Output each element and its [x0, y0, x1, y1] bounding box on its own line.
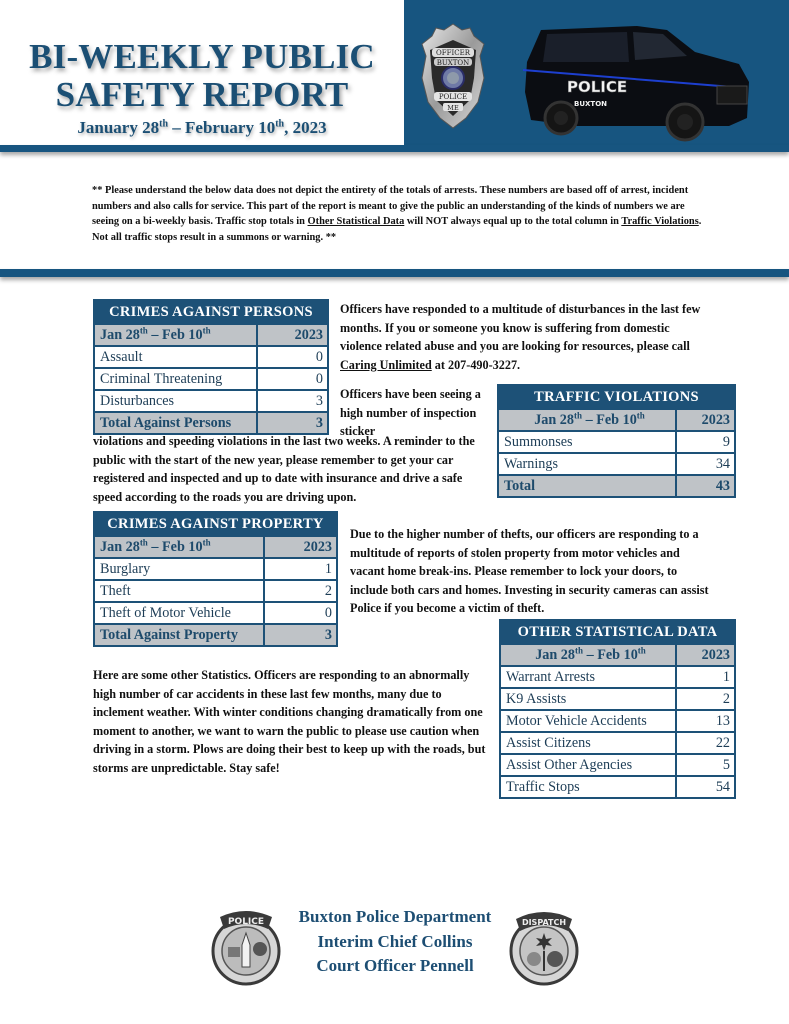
theft-paragraph: Due to the higher number of thefts, our officers are responding to a multitude of reports of stolen property from motor vehicles and vacant home break-ins. Please remember to lock your doors, to include both cars and homes. Investing in security cameras can assist Police if you become a victim of theft. — [350, 527, 709, 616]
domestic-violence-paragraph — [340, 300, 710, 374]
row-label: Burglary — [95, 559, 265, 579]
report-date-range — [0, 118, 404, 138]
table-title: CRIMES AGAINST PERSONS — [95, 301, 327, 323]
badge-text-officer: OFFICER — [436, 49, 470, 57]
table-row — [501, 753, 734, 775]
row-label: Traffic Stops — [501, 777, 677, 797]
table-row — [501, 687, 734, 709]
disclaimer-text-1: ** Please understand the below data does not depict the entirety of the totals of arrests. These numbers are based off of arrest, incident numbers and also calls for service. This part of the report is meant to give the public an understanding of the kinds of numbers we are seeing on a bi-weekly basis. Traffic stop totals in — [92, 185, 689, 228]
period-header: Jan 28th – Feb 10th — [499, 410, 677, 430]
chief-name: Interim Chief Collins — [317, 931, 473, 951]
table-header-row — [501, 643, 734, 665]
period-header: Jan 28th – Feb 10th — [95, 537, 265, 557]
table-row — [95, 367, 327, 389]
table-title: CRIMES AGAINST PROPERTY — [95, 513, 336, 535]
date-end-suffix: th — [275, 118, 285, 130]
table-row — [501, 709, 734, 731]
row-value: 3 — [315, 393, 323, 409]
car-buxton-text: BUXTON — [574, 100, 608, 108]
police-badge-icon — [418, 22, 488, 130]
row-label: Motor Vehicle Accidents — [501, 711, 677, 731]
total-value: 3 — [315, 415, 323, 431]
dv-text-2: at 207-490-3227. — [431, 357, 521, 372]
table-total-row — [499, 474, 734, 496]
department-name: Buxton Police Department — [298, 907, 492, 926]
table-row — [499, 430, 734, 452]
row-label: Theft — [95, 581, 265, 601]
year-header: 2023 — [294, 327, 323, 343]
table-title: OTHER STATISTICAL DATA — [501, 621, 734, 643]
row-value: 0 — [324, 605, 332, 621]
report-title-block — [0, 0, 404, 148]
row-label: Warnings — [499, 454, 677, 474]
total-value: 43 — [715, 478, 730, 494]
total-label: Total Against Persons — [95, 413, 258, 433]
date-year: , 2023 — [284, 118, 327, 137]
table-row — [501, 731, 734, 753]
row-value: 13 — [715, 713, 730, 729]
department-signature — [270, 905, 520, 979]
table-total-row — [95, 623, 336, 645]
table-total-row — [95, 411, 327, 433]
table-header-row — [95, 323, 327, 345]
dv-text-1: Officers have responded to a multitude of disturbances in the last few months. If you or someone you know is suffering from domestic violence related abuse and you are looking for resources, please call — [340, 302, 701, 354]
date-end: – February 10 — [168, 118, 276, 137]
row-value: 9 — [722, 434, 730, 450]
disclaimer-note — [92, 183, 702, 245]
row-value: 2 — [324, 583, 332, 599]
row-value: 1 — [324, 561, 332, 577]
traffic-violations-reference: Traffic Violations — [621, 216, 699, 228]
disclaimer-text-2: will NOT always equal up to the total column in — [404, 216, 622, 228]
table-row — [95, 557, 336, 579]
table-row — [95, 601, 336, 623]
table-row — [95, 579, 336, 601]
row-label: Assist Citizens — [501, 733, 677, 753]
period-header: Jan 28th – Feb 10th — [95, 325, 258, 345]
row-value: 5 — [722, 757, 730, 773]
total-value: 3 — [324, 627, 332, 643]
row-label: K9 Assists — [501, 689, 677, 709]
badge-text-police: POLICE — [438, 93, 468, 101]
row-value: 0 — [315, 349, 323, 365]
year-header: 2023 — [303, 539, 332, 555]
table-header-row — [499, 408, 734, 430]
car-police-text: POLICE — [567, 78, 628, 96]
date-start-suffix: th — [159, 118, 169, 130]
dispatch-seal-icon — [508, 905, 580, 987]
row-value: 0 — [315, 371, 323, 387]
title-line-2: SAFETY REPORT — [55, 75, 349, 114]
crimes-against-property-table — [93, 511, 338, 647]
year-header: 2023 — [701, 647, 730, 663]
total-label: Total Against Property — [95, 625, 265, 645]
badge-text-buxton: BUXTON — [436, 59, 470, 67]
row-label: Summonses — [499, 432, 677, 452]
badge-text-state: ME — [447, 104, 459, 112]
row-value: 54 — [715, 779, 730, 795]
table-row — [501, 665, 734, 687]
table-row — [95, 389, 327, 411]
disclaimer-text-3: . Not all traffic stops result in a summons or warning. ** — [92, 216, 702, 243]
section-divider — [0, 269, 789, 277]
table-row — [501, 775, 734, 797]
table-row — [499, 452, 734, 474]
period-header: Jan 28th – Feb 10th — [501, 645, 677, 665]
row-value: 1 — [722, 669, 730, 685]
court-officer-name: Court Officer Pennell — [316, 956, 474, 975]
crimes-against-persons-table — [93, 299, 329, 435]
traffic-violations-table — [497, 384, 736, 498]
table-row — [95, 345, 327, 367]
dispatch-seal-label: DISPATCH — [521, 918, 567, 927]
table-title: TRAFFIC VIOLATIONS — [499, 386, 734, 408]
row-label: Warrant Arrests — [501, 667, 677, 687]
row-value: 34 — [715, 456, 730, 472]
year-header: 2023 — [701, 412, 730, 428]
other-statistics-paragraph: Here are some other Statistics. Officers are responding to an abnormally high number of car accidents in these last few months, many due to inclement weather. With winter conditions changing dramatically from one moment to another, we want to warn the public to please use caution when driving in a storm. Plows are doing their best to keep up with the roads, but storms are unpredictable. Stay safe! — [93, 668, 486, 775]
row-value: 22 — [715, 735, 730, 751]
total-label: Total — [499, 476, 677, 496]
row-label: Assault — [95, 347, 258, 367]
row-label: Assist Other Agencies — [501, 755, 677, 775]
row-value: 2 — [722, 691, 730, 707]
other-statistical-data-table — [499, 619, 736, 799]
title-line-1: BI-WEEKLY PUBLIC — [29, 37, 375, 76]
caring-unlimited-link: Caring Unlimited — [340, 357, 432, 372]
report-title — [0, 38, 404, 114]
inspection-paragraph-continued: violations and speeding violations in the last two weeks. A reminder to the public with the start of the new year, please remember to get your car registered and inspected and up to date with insurance and drive a safe speed according to the roads you are driving upon. — [93, 434, 475, 504]
police-car-image — [517, 22, 752, 144]
police-seal-label: POLICE — [227, 917, 265, 927]
other-statistical-data-reference: Other Statistical Data — [307, 216, 405, 228]
inspection-paragraph-start: Officers have been seeing a high number of inspection sticker — [340, 387, 481, 439]
table-header-row — [95, 535, 336, 557]
header-divider — [0, 145, 789, 152]
row-label: Criminal Threatening — [95, 369, 258, 389]
row-label: Theft of Motor Vehicle — [95, 603, 265, 623]
date-start: January 28 — [77, 118, 160, 137]
row-label: Disturbances — [95, 391, 258, 411]
